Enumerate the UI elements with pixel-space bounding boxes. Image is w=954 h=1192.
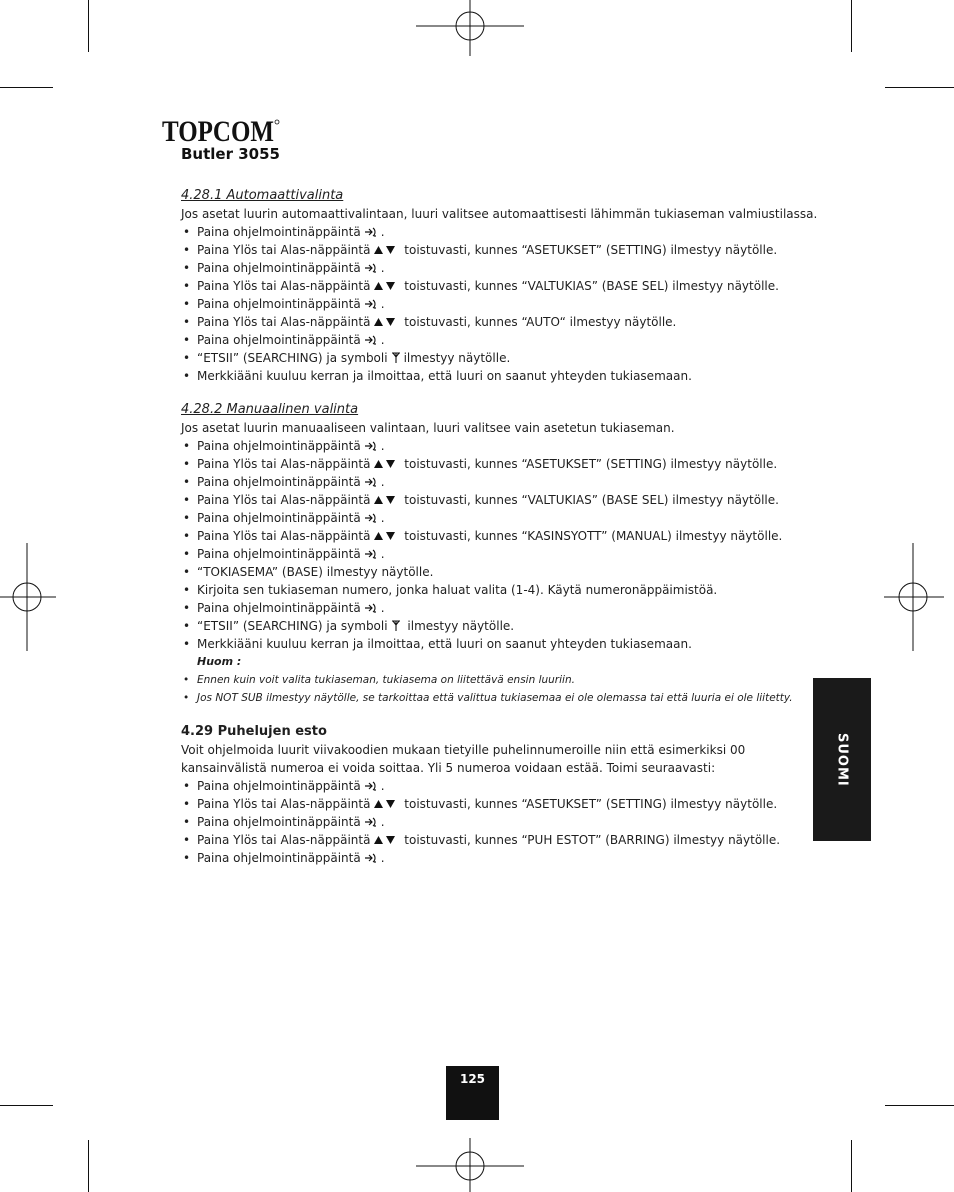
menu-ok-icon [364, 298, 378, 310]
steps-list [181, 777, 821, 867]
list-item: • Paina ohjelmointinäppäintä . [181, 295, 821, 313]
menu-ok-icon [364, 440, 378, 452]
antenna-icon [391, 352, 401, 364]
up-down-arrows-icon [373, 280, 397, 292]
section-intro: Voit ohjelmoida luurit viivakoodien mukaan tietyille puhelinnumeroille niin että esimerkiksi 00 kansainvälistä numeroa ei voida soittaa. Yli 5 numeroa voidaan estää. Toimi seuraavasti: [181, 743, 746, 775]
menu-ok-icon [364, 476, 378, 488]
list-item: • Paina Ylös tai Alas-näppäintä toistuvasti, kunnes “ASETUKSET” (SETTING) ilmestyy näytölle. [181, 795, 821, 813]
list-item: • Merkkiääni kuuluu kerran ja ilmoittaa, että luuri on saanut yhteyden tukiasemaan. [181, 635, 821, 653]
page-content [181, 187, 821, 867]
section-heading-automatic: 4.28.1 Automaattivalinta [181, 188, 344, 203]
list-item: • Kirjoita sen tukiaseman numero, jonka haluat valita (1-4). Käytä numeronäppäimistöä. [181, 581, 821, 599]
registration-mark-left [0, 543, 56, 651]
note-item: • Jos NOT SUB ilmestyy näytölle, se tarkoittaa että valittua tukiasemaa ei ole olemassa tai että luuria ei ole liitetty. [181, 689, 821, 707]
section-intro: Jos asetat luurin manuaaliseen valintaan, luuri valitsee vain asetetun tukiaseman. [181, 421, 675, 435]
steps-list [181, 437, 821, 653]
menu-ok-icon [364, 262, 378, 274]
language-tab-label: SUOMI [834, 732, 850, 787]
menu-ok-icon [364, 226, 378, 238]
steps-list [181, 223, 821, 385]
up-down-arrows-icon [373, 834, 397, 846]
menu-ok-icon [364, 852, 378, 864]
up-down-arrows-icon [373, 316, 397, 328]
list-item: • “ETSII” (SEARCHING) ja symboli ilmestyy näytölle. [181, 349, 821, 367]
list-item: • Merkkiääni kuuluu kerran ja ilmoittaa, että luuri on saanut yhteyden tukiasemaan. [181, 367, 821, 385]
crop-mark [885, 1105, 954, 1106]
list-item: • Paina Ylös tai Alas-näppäintä toistuvasti, kunnes “ASETUKSET” (SETTING) ilmestyy näytölle. [181, 455, 821, 473]
antenna-icon [391, 620, 401, 632]
list-item: • Paina Ylös tai Alas-näppäintä toistuvasti, kunnes “AUTO“ ilmestyy näytölle. [181, 313, 821, 331]
crop-mark [851, 0, 852, 52]
notes-list [181, 671, 821, 707]
model-name: Butler 3055 [181, 145, 280, 163]
list-item: • Paina ohjelmointinäppäintä . [181, 599, 821, 617]
menu-ok-icon [364, 602, 378, 614]
list-item: • Paina ohjelmointinäppäintä . [181, 849, 821, 867]
crop-mark [851, 1140, 852, 1192]
section-heading-call-barring: 4.29 Puhelujen esto [181, 724, 327, 739]
list-item: • Paina ohjelmointinäppäintä . [181, 437, 821, 455]
list-item: • Paina ohjelmointinäppäintä . [181, 509, 821, 527]
list-item: • Paina Ylös tai Alas-näppäintä toistuvasti, kunnes “ASETUKSET” (SETTING) ilmestyy näytölle. [181, 241, 821, 259]
up-down-arrows-icon [373, 798, 397, 810]
note-title: Huom : [197, 655, 242, 668]
registration-mark-top [416, 0, 524, 56]
list-item: • Paina ohjelmointinäppäintä . [181, 223, 821, 241]
list-item: • Paina Ylös tai Alas-näppäintä toistuvasti, kunnes “PUH ESTOT” (BARRING) ilmestyy näytölle. [181, 831, 821, 849]
menu-ok-icon [364, 816, 378, 828]
page-number: 125 [446, 1066, 499, 1120]
menu-ok-icon [364, 512, 378, 524]
section-intro: Jos asetat luurin automaattivalintaan, luuri valitsee automaattisesti lähimmän tukiaseman valmiustilassa. [181, 207, 818, 221]
registration-mark-right [884, 543, 944, 651]
crop-mark [88, 1140, 89, 1192]
note-item: • Ennen kuin voit valita tukiaseman, tukiasema on liitettävä ensin luuriin. [181, 671, 821, 689]
menu-ok-icon [364, 780, 378, 792]
crop-mark [0, 87, 53, 88]
registration-mark-bottom [416, 1138, 524, 1192]
topcom-logo [162, 114, 280, 146]
list-item: • Paina Ylös tai Alas-näppäintä toistuvasti, kunnes “VALTUKIAS” (BASE SEL) ilmestyy näytölle. [181, 277, 821, 295]
list-item: • Paina ohjelmointinäppäintä . [181, 777, 821, 795]
crop-mark [885, 87, 954, 88]
list-item: • “ETSII” (SEARCHING) ja symboli ilmestyy näytölle. [181, 617, 821, 635]
list-item: • Paina ohjelmointinäppäintä . [181, 545, 821, 563]
logo-text: TOPCOM [162, 115, 274, 148]
list-item: • Paina ohjelmointinäppäintä . [181, 259, 821, 277]
list-item: • Paina ohjelmointinäppäintä . [181, 473, 821, 491]
list-item: • Paina ohjelmointinäppäintä . [181, 813, 821, 831]
list-item: • Paina Ylös tai Alas-näppäintä toistuvasti, kunnes “VALTUKIAS” (BASE SEL) ilmestyy näytölle. [181, 491, 821, 509]
list-item: • Paina ohjelmointinäppäintä . [181, 331, 821, 349]
list-item: • “TOKIASEMA” (BASE) ilmestyy näytölle. [181, 563, 821, 581]
list-item: • Paina Ylös tai Alas-näppäintä toistuvasti, kunnes “KASINSYOTT” (MANUAL) ilmestyy näytölle. [181, 527, 821, 545]
section-heading-manual: 4.28.2 Manuaalinen valinta [181, 402, 359, 417]
crop-mark [0, 1105, 53, 1106]
up-down-arrows-icon [373, 244, 397, 256]
menu-ok-icon [364, 548, 378, 560]
menu-ok-icon [364, 334, 378, 346]
up-down-arrows-icon [373, 494, 397, 506]
up-down-arrows-icon [373, 530, 397, 542]
crop-mark [88, 0, 89, 52]
up-down-arrows-icon [373, 458, 397, 470]
